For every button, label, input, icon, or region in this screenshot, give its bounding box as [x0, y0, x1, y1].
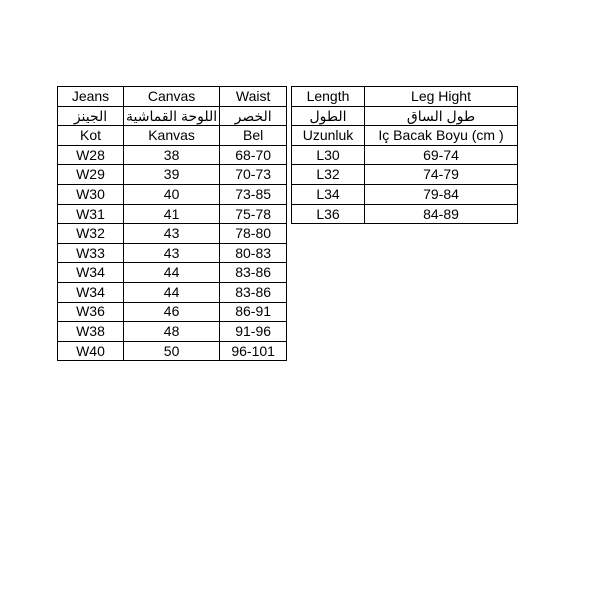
jeans-size-cell: W29	[58, 165, 124, 185]
jeans-size-cell: W31	[58, 204, 124, 224]
header-row-english	[58, 87, 287, 107]
table-row	[58, 341, 287, 361]
table-row	[58, 302, 287, 322]
canvas-size-cell: 44	[124, 282, 220, 302]
waist-range-cell: 91-96	[220, 322, 287, 342]
waist-range-cell: 83-86	[220, 263, 287, 283]
table-row	[292, 165, 518, 185]
header-leg-hight: Leg Hight	[365, 87, 518, 107]
waist-range-cell: 68-70	[220, 145, 287, 165]
leg-range-cell: 74-79	[365, 165, 518, 185]
canvas-size-cell: 38	[124, 145, 220, 165]
header-canvas-tr: Kanvas	[124, 126, 220, 146]
header-canvas: Canvas	[124, 87, 220, 107]
header-leg-hight-tr: Iç Bacak Boyu (cm )	[365, 126, 518, 146]
canvas-size-cell: 46	[124, 302, 220, 322]
table-row	[58, 243, 287, 263]
waist-range-cell: 78-80	[220, 224, 287, 244]
leg-range-cell: 69-74	[365, 145, 518, 165]
length-size-cell: L32	[292, 165, 365, 185]
jeans-size-cell: W33	[58, 243, 124, 263]
header-leg-hight-ar: طول الساق	[365, 106, 518, 126]
table-row	[58, 184, 287, 204]
jeans-size-cell: W40	[58, 341, 124, 361]
waist-range-cell: 80-83	[220, 243, 287, 263]
header-row-arabic	[292, 106, 518, 126]
length-size-cell: L34	[292, 184, 365, 204]
table-row	[58, 322, 287, 342]
canvas-size-cell: 41	[124, 204, 220, 224]
table-row	[58, 263, 287, 283]
header-jeans-tr: Kot	[58, 126, 124, 146]
header-length-ar: الطول	[292, 106, 365, 126]
table-row	[58, 224, 287, 244]
waist-range-cell: 70-73	[220, 165, 287, 185]
table-row	[292, 204, 518, 224]
waist-range-cell: 96-101	[220, 341, 287, 361]
table-row	[58, 204, 287, 224]
canvas-size-cell: 39	[124, 165, 220, 185]
header-canvas-ar: اللوحة القماشية	[124, 106, 220, 126]
jeans-size-cell: W30	[58, 184, 124, 204]
canvas-size-cell: 44	[124, 263, 220, 283]
header-waist: Waist	[220, 87, 287, 107]
canvas-size-cell: 43	[124, 224, 220, 244]
header-row-turkish	[292, 126, 518, 146]
header-waist-tr: Bel	[220, 126, 287, 146]
canvas-size-cell: 50	[124, 341, 220, 361]
waist-range-cell: 86-91	[220, 302, 287, 322]
table-row	[58, 145, 287, 165]
table-row	[58, 165, 287, 185]
jeans-size-cell: W36	[58, 302, 124, 322]
leg-range-cell: 84-89	[365, 204, 518, 224]
waist-range-cell: 83-86	[220, 282, 287, 302]
header-jeans-ar: الجينز	[58, 106, 124, 126]
jeans-size-cell: W34	[58, 263, 124, 283]
table-row	[292, 184, 518, 204]
leg-range-cell: 79-84	[365, 184, 518, 204]
jeans-size-cell: W32	[58, 224, 124, 244]
header-jeans: Jeans	[58, 87, 124, 107]
canvas-size-cell: 40	[124, 184, 220, 204]
length-size-cell: L30	[292, 145, 365, 165]
table-row	[292, 145, 518, 165]
header-length: Length	[292, 87, 365, 107]
jeans-size-table-right	[291, 86, 518, 224]
canvas-size-cell: 43	[124, 243, 220, 263]
canvas-size-cell: 48	[124, 322, 220, 342]
jeans-size-cell: W38	[58, 322, 124, 342]
jeans-size-table-left	[57, 86, 287, 361]
waist-range-cell: 75-78	[220, 204, 287, 224]
waist-range-cell: 73-85	[220, 184, 287, 204]
jeans-size-cell: W28	[58, 145, 124, 165]
jeans-size-cell: W34	[58, 282, 124, 302]
table-row	[58, 282, 287, 302]
header-row-arabic	[58, 106, 287, 126]
header-waist-ar: الخصر	[220, 106, 287, 126]
length-size-cell: L36	[292, 204, 365, 224]
header-length-tr: Uzunluk	[292, 126, 365, 146]
header-row-english	[292, 87, 518, 107]
header-row-turkish	[58, 126, 287, 146]
